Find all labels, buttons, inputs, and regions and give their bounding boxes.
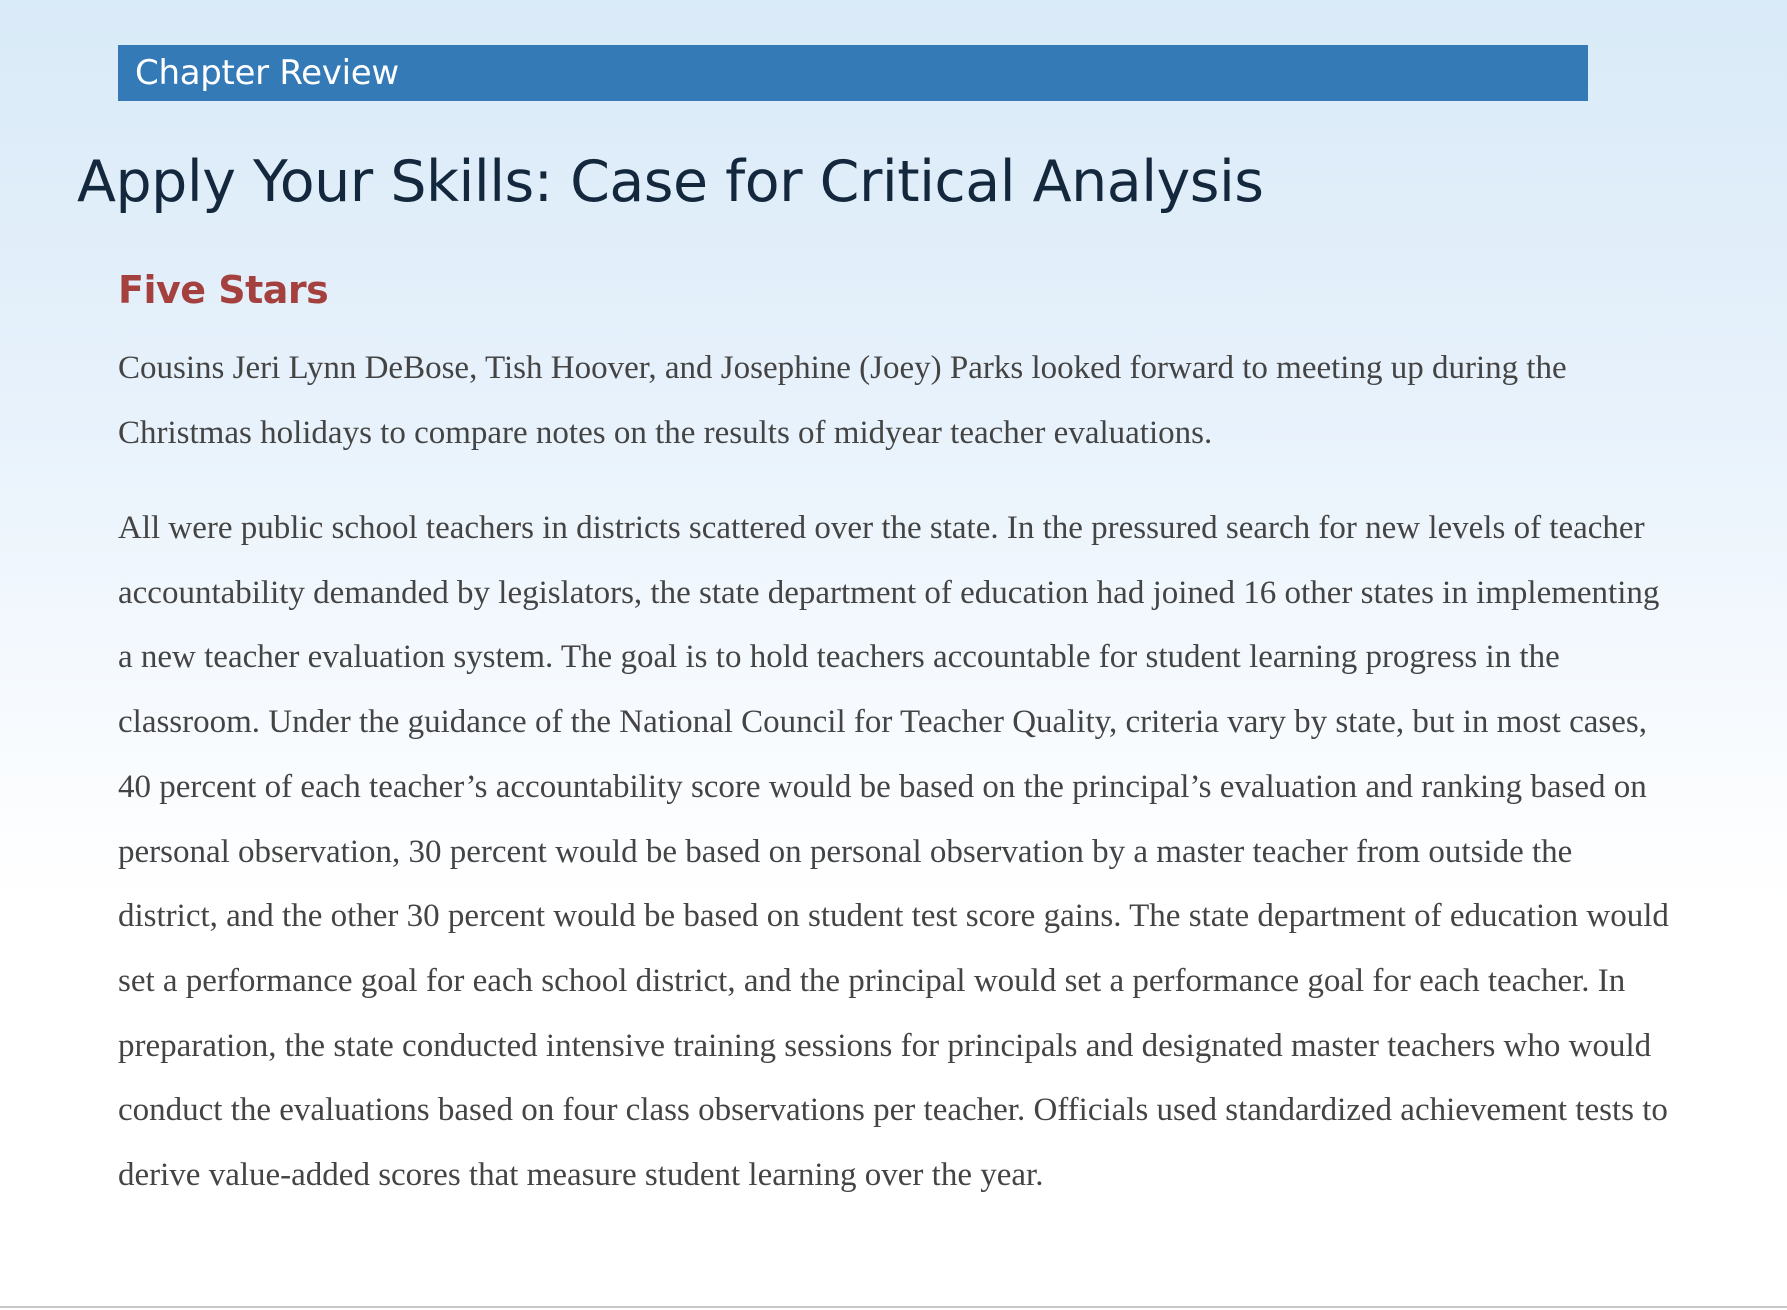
page-title: Apply Your Skills: Case for Critical Analysis bbox=[77, 149, 1264, 215]
case-title: Five Stars bbox=[118, 268, 329, 312]
case-paragraph: Cousins Jeri Lynn DeBose, Tish Hoover, and Josephine (Joey) Parks looked forward to meeting up during the Christmas holidays to compare notes on the results of midyear teacher evaluations. bbox=[118, 350, 1567, 451]
chapter-review-banner bbox=[118, 45, 1588, 101]
chapter-review-label: Chapter Review bbox=[135, 53, 399, 93]
case-paragraph: All were public school teachers in districts scattered over the state. In the pressured search for new levels of teacher accountability demanded by legislators, the state department of education had joined 16 other states in implementing a new teacher evaluation system. The goal is to hold teachers accountable for student learning progress in the classroom. Under the guidance of the National Council for Teacher Quality, criteria vary by state, but in most cases, 40 percent of each teacher’s accountability score would be based on the principal’s evaluation and ranking based on personal observation, 30 percent would be based on personal observation by a master teacher from outside the district, and the other 30 percent would be based on student test score gains. The state department of education would set a performance goal for each school district, and the principal would set a performance goal for each teacher. In preparation, the state conducted intensive training sessions for principals and designated master teachers who would conduct the evaluations based on four class observations per teacher. Officials used standardized achievement tests to derive value-added scores that measure student learning over the year. bbox=[118, 510, 1669, 1194]
bottom-divider bbox=[0, 1306, 1787, 1308]
